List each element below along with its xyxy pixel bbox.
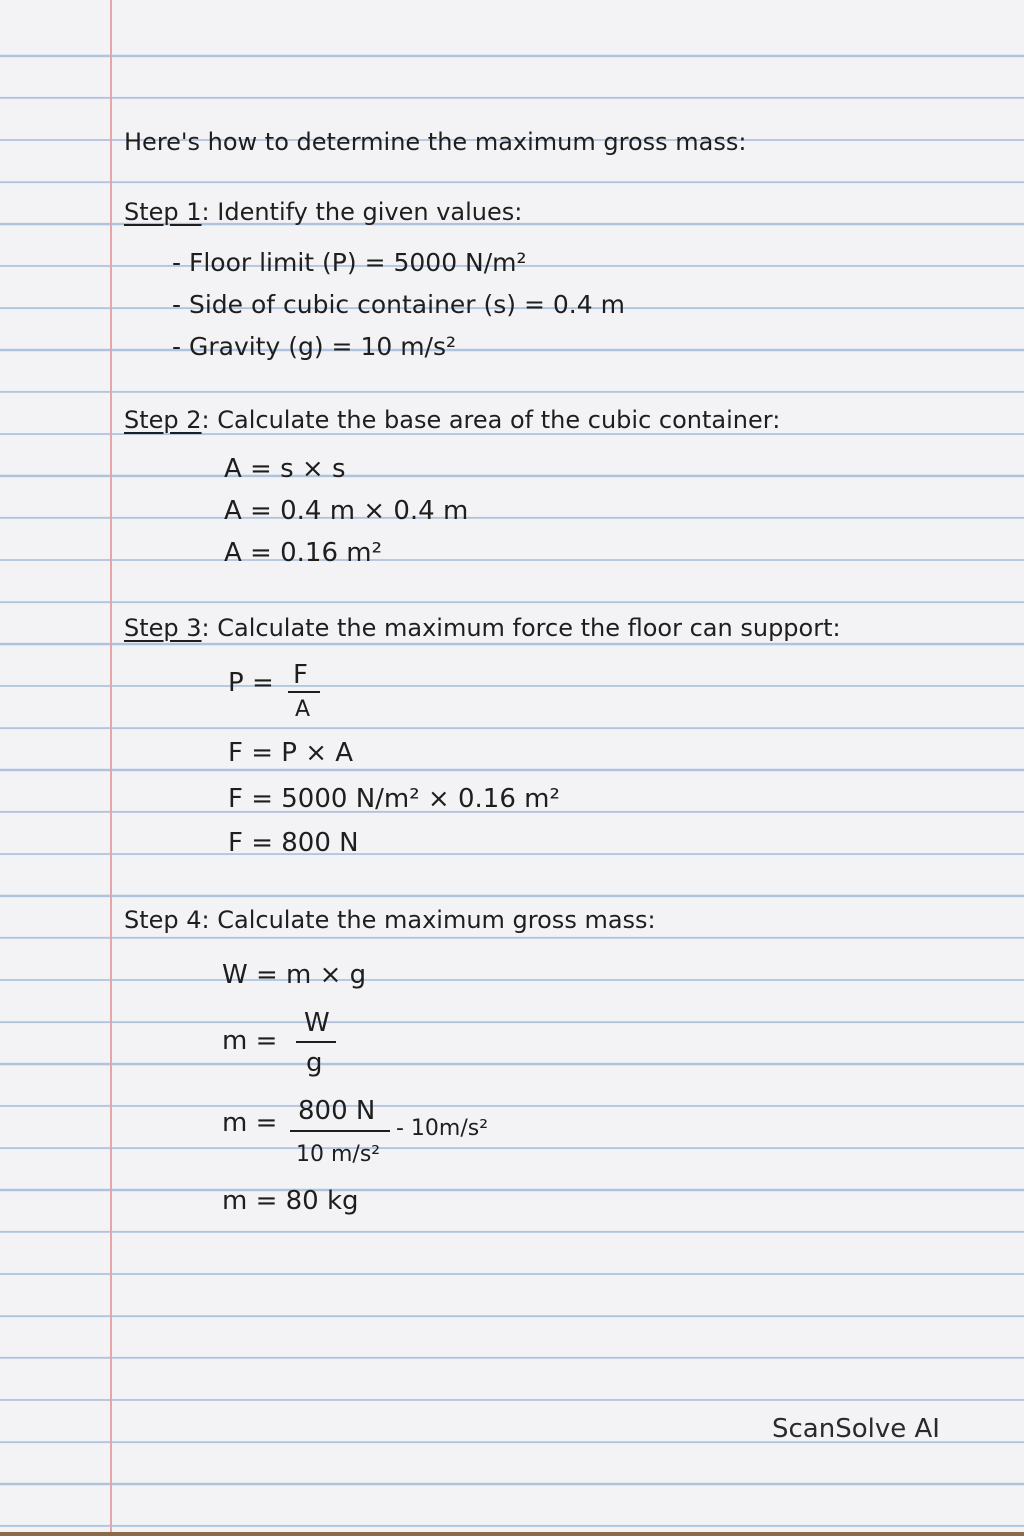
weight-formula: W = m × g bbox=[222, 960, 367, 990]
pressure-numerator: F bbox=[293, 660, 308, 690]
step4-title: : Calculate the maximum gross mass: bbox=[201, 906, 656, 934]
step3-heading bbox=[124, 616, 841, 640]
intro-text: Here's how to determine the maximum gross mass: bbox=[124, 128, 747, 156]
mass-fraction1-numerator: W bbox=[304, 1008, 330, 1038]
given-side: - Side of cubic container (s) = 0.4 m bbox=[172, 290, 625, 319]
pressure-fraction-bar bbox=[288, 691, 320, 693]
mass-fraction1-bar bbox=[296, 1041, 336, 1043]
mass-fraction2-bar bbox=[290, 1130, 390, 1132]
mass-fraction1-lhs: m = bbox=[222, 1026, 278, 1056]
step4-heading bbox=[124, 908, 656, 932]
given-gravity: - Gravity (g) = 10 m/s² bbox=[172, 332, 457, 361]
step2-label: Step 2 bbox=[124, 406, 202, 434]
mass-fraction1-denominator: g bbox=[306, 1048, 323, 1078]
mass-fraction2-denominator: 10 m/s² bbox=[296, 1142, 381, 1167]
area-result: A = 0.16 m² bbox=[224, 538, 383, 568]
step1-title: : Identify the given values: bbox=[201, 198, 523, 226]
area-substitution: A = 0.4 m × 0.4 m bbox=[224, 496, 469, 526]
step2-title: : Calculate the base area of the cubic container: bbox=[201, 406, 781, 434]
mass-fraction2-note: - 10m/s² bbox=[396, 1116, 489, 1141]
force-substitution: F = 5000 N/m² × 0.16 m² bbox=[228, 784, 560, 814]
step3-title: : Calculate the maximum force the floor can support: bbox=[201, 614, 841, 642]
scansolve-watermark: ScanSolve AI bbox=[772, 1414, 940, 1444]
force-formula: F = P × A bbox=[228, 738, 354, 768]
given-floor-limit: - Floor limit (P) = 5000 N/m² bbox=[172, 248, 527, 277]
mass-result: m = 80 kg bbox=[222, 1186, 359, 1216]
area-formula: A = s × s bbox=[224, 454, 346, 484]
pressure-denominator: A bbox=[295, 697, 311, 722]
margin-line bbox=[110, 0, 112, 1532]
step2-heading bbox=[124, 408, 780, 432]
step3-label: Step 3 bbox=[124, 614, 202, 642]
step1-label: Step 1 bbox=[124, 198, 202, 226]
mass-fraction2-numerator: 800 N bbox=[298, 1096, 376, 1126]
step4-label: Step 4 bbox=[124, 906, 202, 934]
force-result: F = 800 N bbox=[228, 828, 359, 858]
mass-fraction2-lhs: m = bbox=[222, 1108, 278, 1138]
pressure-lhs: P = bbox=[228, 668, 274, 698]
step1-heading bbox=[124, 200, 522, 224]
